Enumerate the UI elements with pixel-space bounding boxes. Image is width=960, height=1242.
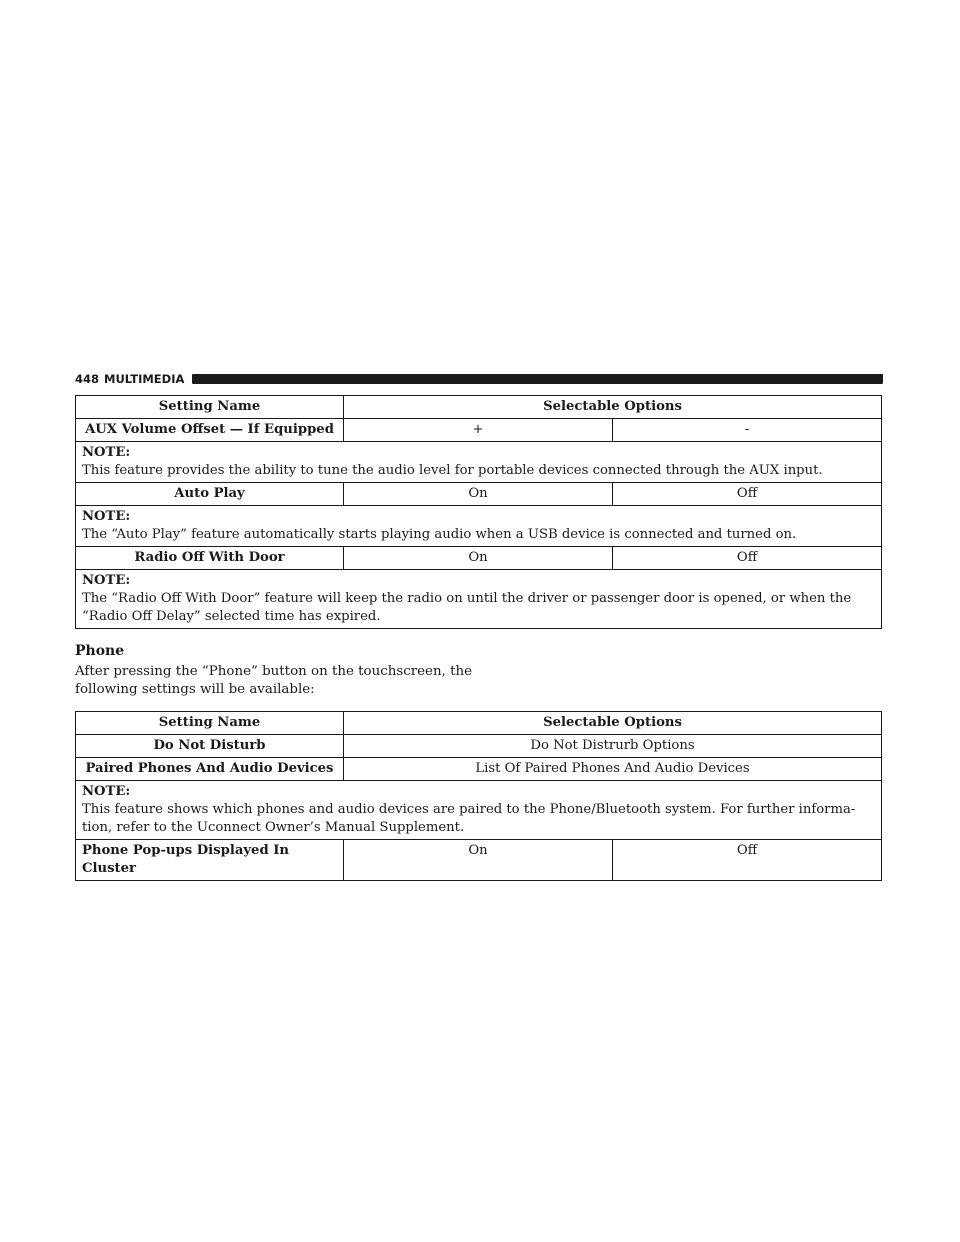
setting-name: Paired Phones And Audio Devices [76, 758, 344, 781]
note-label: NOTE: [82, 573, 131, 588]
setting-name: Radio Off With Door [76, 547, 344, 570]
option-cell: Do Not Distrurb Options [344, 735, 882, 758]
table-header-row [76, 712, 882, 735]
page-header [75, 372, 883, 386]
note-text: The “Radio Off With Door” feature will keep the radio on until the driver or passenger door is opened, or when the “Radio Off Delay” selected time has expired. [82, 591, 852, 624]
option-cell: - [613, 419, 882, 442]
option-cell: Off [613, 483, 882, 506]
note-text: This feature shows which phones and audio devices are paired to the Phone/Bluetooth system. For further informa- tion, refer to the Uconnect Owner’s Manual Supplement. [82, 802, 856, 835]
option-cell: Off [613, 840, 882, 881]
note-text: This feature provides the ability to tune the audio level for portable devices connected through the AUX input. [82, 463, 823, 478]
phone-heading: Phone [75, 643, 125, 659]
col-header-options: Selectable Options [344, 712, 882, 735]
table-header-row [76, 396, 882, 419]
note-label: NOTE: [82, 784, 131, 799]
col-header-setting: Setting Name [76, 396, 344, 419]
radio-settings-table [75, 395, 882, 629]
note-text: The “Auto Play” feature automatically starts playing audio when a USB device is connected and turned on. [82, 527, 797, 542]
page-number: 448 [75, 372, 100, 386]
option-cell: Off [613, 547, 882, 570]
note-row [76, 442, 882, 483]
table-row [76, 419, 882, 442]
setting-name: AUX Volume Offset — If Equipped [76, 419, 344, 442]
option-cell: List Of Paired Phones And Audio Devices [344, 758, 882, 781]
phone-settings-table [75, 711, 882, 881]
header-rule [192, 374, 883, 384]
table-row [76, 547, 882, 570]
setting-name: Do Not Disturb [76, 735, 344, 758]
note-cell [76, 506, 882, 547]
table-row [76, 840, 882, 881]
table-row [76, 758, 882, 781]
section-title: MULTIMEDIA [104, 372, 185, 386]
col-header-setting: Setting Name [76, 712, 344, 735]
note-label: NOTE: [82, 445, 131, 460]
note-label: NOTE: [82, 509, 131, 524]
note-row [76, 506, 882, 547]
option-cell: + [344, 419, 613, 442]
setting-name: Auto Play [76, 483, 344, 506]
option-cell: On [344, 547, 613, 570]
note-cell [76, 570, 882, 629]
note-cell [76, 442, 882, 483]
option-cell: On [344, 840, 613, 881]
table-row [76, 735, 882, 758]
note-row [76, 781, 882, 840]
phone-intro: After pressing the “Phone” button on the touchscreen, the following settings will be available: [75, 664, 473, 697]
col-header-options: Selectable Options [344, 396, 882, 419]
option-cell: On [344, 483, 613, 506]
table-row [76, 483, 882, 506]
note-row [76, 570, 882, 629]
setting-name: Phone Pop-ups Displayed In Cluster [76, 840, 344, 881]
note-cell [76, 781, 882, 840]
